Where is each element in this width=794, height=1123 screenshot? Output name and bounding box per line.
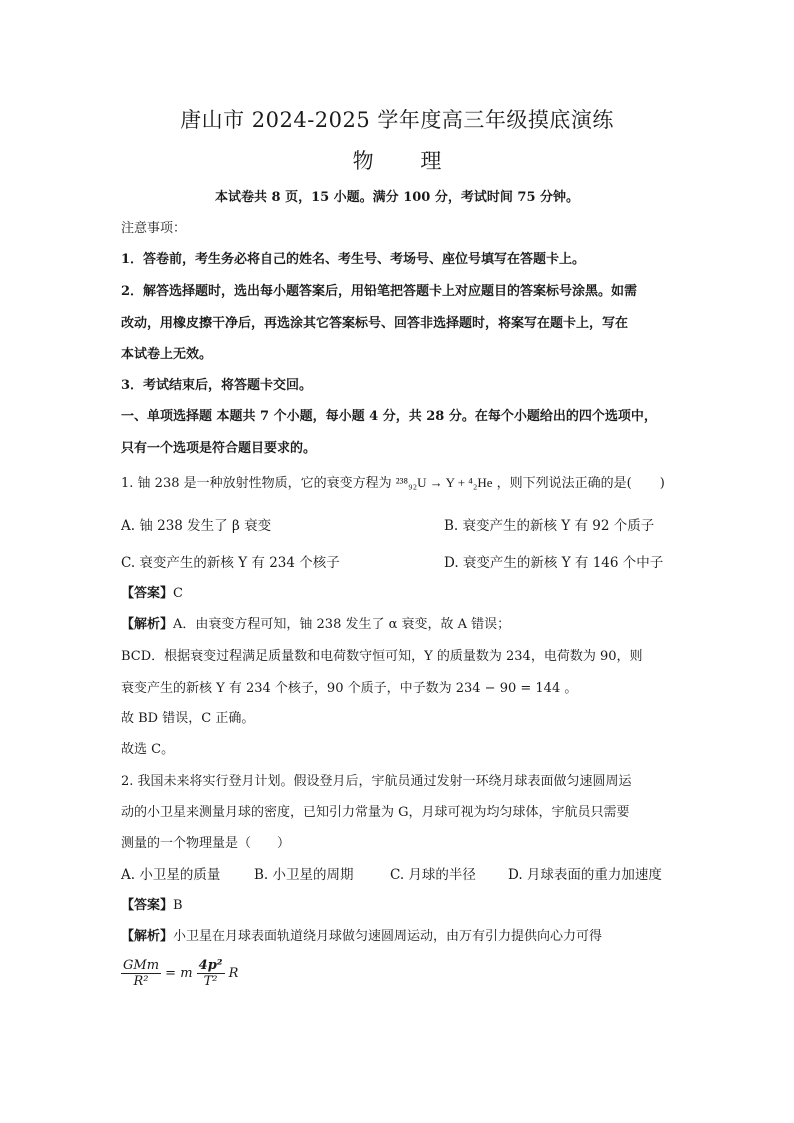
formula-lhs-denominator: R²	[133, 974, 149, 989]
q1-analysis-line2: BCD．根据衰变过程满足质量数和电荷数守恒可知，Y 的质量数为 234，电荷数为 90，则	[121, 649, 643, 664]
q1-stem	[121, 472, 665, 491]
q1-option-a: A. 铀 238 发生了 β 衰变	[121, 518, 272, 534]
note-item-1: 1．答卷前，考生务必将自己的姓名、考生号、考场号、座位号填写在答题卡上。	[121, 252, 586, 267]
q1-analysis-text-1: A．由衰变方程可知，铀 238 发生了 α 衰变，故 A 错误；	[173, 617, 511, 632]
q2-analysis-tag: 【解析】	[121, 929, 174, 944]
formula-rhs-denominator: T²	[203, 974, 218, 989]
subject-title: 物 理	[352, 149, 462, 173]
note-item-3: 3．考试结束后，将答题卡交回。	[121, 378, 313, 393]
formula-rhs-fraction	[197, 958, 225, 989]
q1-equation: ²³⁸₉₂U → Y + ⁴₂He	[395, 475, 493, 490]
q1-option-b: B. 衰变产生的新核 Y 有 92 个质子	[444, 518, 655, 534]
q1-analysis-line1	[121, 613, 510, 632]
note-item-2-end: 本试卷上无效。	[121, 347, 213, 362]
q2-answer-value: B	[173, 898, 183, 913]
section-heading-line2: 只有一个选项是符合题目要求的。	[121, 441, 317, 456]
q2-stem-line1: 2. 我国未来将实行登月计划。假设登月后，宇航员通过发射一环绕月球表面做匀速圆周运	[121, 774, 632, 789]
q1-analysis-line4: 故 BD 错误，C 正确。	[121, 711, 255, 726]
formula-equals-m: = m	[165, 966, 193, 981]
q1-answer	[121, 582, 183, 601]
q2-option-a: A. 小卫星的质量	[121, 867, 221, 883]
formula-rhs-numerator: 4p²	[198, 958, 223, 973]
exam-title: 唐山市 2024-2025 学年度高三年级摸底演练	[180, 108, 614, 132]
q2-formula	[121, 958, 238, 989]
q1-analysis-line5: 故选 C。	[121, 742, 175, 757]
q1-answer-value: C	[173, 586, 183, 601]
q2-stem-line2: 动的小卫星来测量月球的密度，已知引力常量为 G，月球可视为均匀球体，宇航员只需要	[121, 805, 630, 820]
q1-stem-after: ，则下列说法正确的是(	[496, 476, 632, 491]
q2-option-d: D. 月球表面的重力加速度	[508, 867, 662, 883]
note-item-2: 2．解答选择题时，选出每小题答案后，用铅笔把答题卡上对应题目的答案标号涂黑。如需	[121, 284, 638, 299]
exam-info: 本试卷共 8 页，15 小题。满分 100 分，考试时间 75 分钟。	[214, 190, 580, 205]
note-item-2-cont: 改动，用橡皮擦干净后，再选涂其它答案标号、回答非选择题时，将案写在题卡上，写在	[121, 316, 629, 331]
q1-answer-tag: 【答案】	[121, 586, 174, 601]
q1-analysis-line3: 衰变产生的新核 Y 有 234 个核子，90 个质子，中子数为 234 − 90 = 144 。	[121, 681, 578, 696]
q1-analysis-tag: 【解析】	[121, 617, 174, 632]
q2-stem-line3: 测量的一个物理量是（ ）	[121, 836, 291, 851]
q1-stem-before: 1. 铀 238 是一种放射性物质，它的衰变方程为	[121, 476, 392, 491]
section-heading-line1: 一、单项选择题 本题共 7 个小题，每小题 4 分，共 28 分。在每个小题给出的四个选项中，	[121, 409, 657, 424]
q2-answer	[121, 894, 183, 913]
formula-rhs-tail: R	[228, 966, 239, 981]
q1-stem-close: )	[659, 476, 665, 491]
q2-analysis-text: 小卫星在月球表面轨道绕月球做匀速圆周运动，由万有引力提供向心力可得	[173, 929, 603, 944]
q2-analysis-line1	[121, 925, 602, 944]
q2-option-b: B. 小卫星的周期	[254, 867, 354, 883]
notes-heading: 注意事项：	[121, 221, 187, 236]
q1-option-d: D. 衰变产生的新核 Y 有 146 个中子	[444, 555, 664, 571]
q2-option-c: C. 月球的半径	[390, 867, 476, 883]
q1-option-c: C. 衰变产生的新核 Y 有 234 个核子	[121, 555, 340, 571]
formula-lhs-numerator: GMm	[123, 958, 160, 973]
formula-lhs-fraction	[121, 958, 161, 989]
q2-answer-tag: 【答案】	[121, 898, 174, 913]
